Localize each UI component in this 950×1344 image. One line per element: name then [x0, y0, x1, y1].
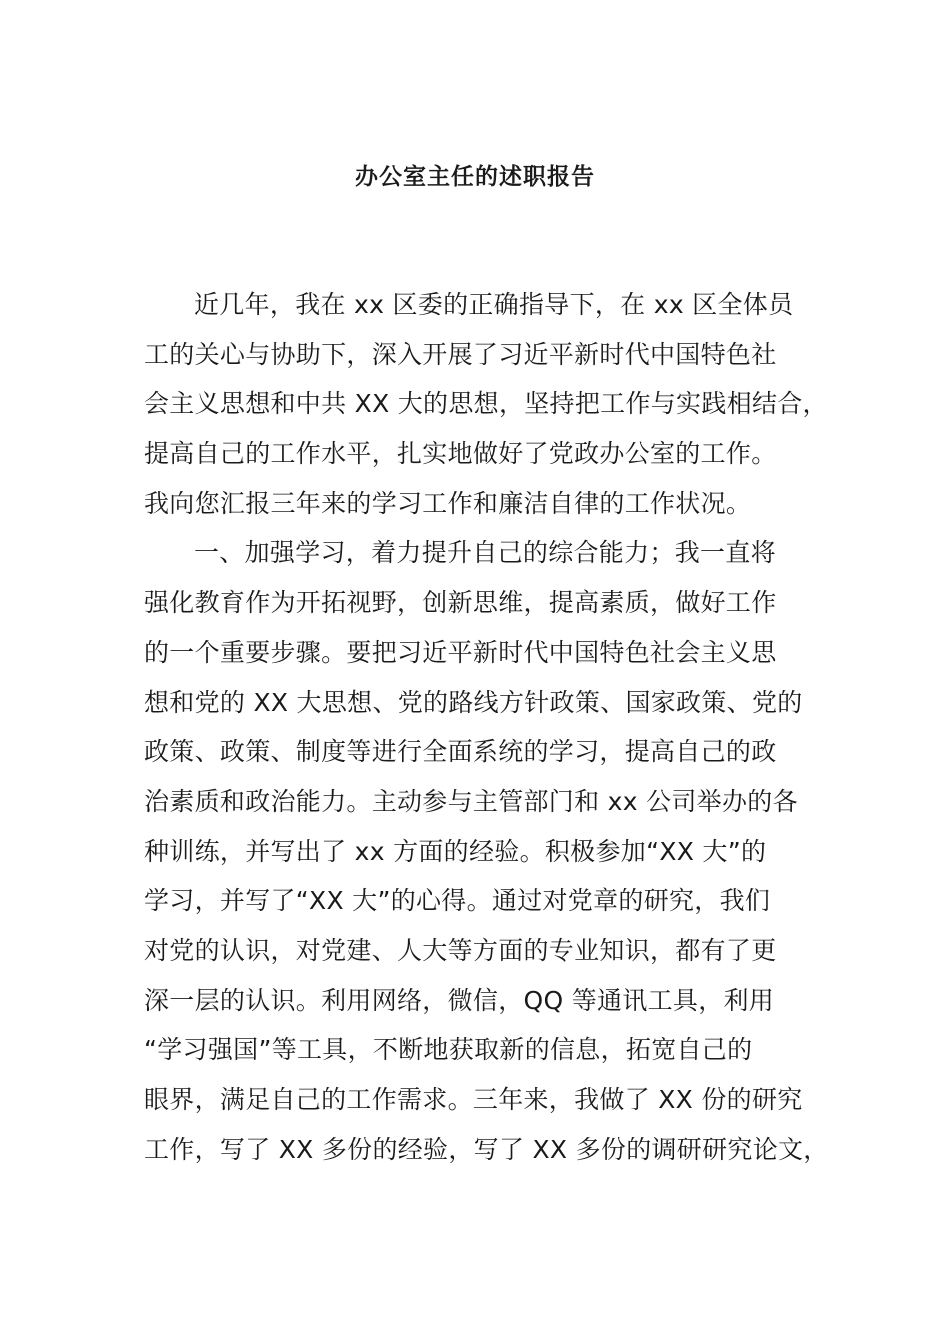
- paragraph-line: 的一个重要步骤。要把习近平新时代中国特色社会主义思: [144, 637, 777, 667]
- paragraph-line: “学习强国”等工具，不断地获取新的信息，拓宽自己的: [144, 1035, 753, 1065]
- paragraph-line: 近几年，我在 xx 区委的正确指导下，在 xx 区全体员: [194, 290, 794, 319]
- paragraph-line: 政策、政策、制度等进行全面系统的学习，提高自己的政: [144, 737, 777, 767]
- paragraph-line: 会主义思想和中共 XX 大的思想，坚持把工作与实践相结合，: [144, 389, 828, 419]
- paragraph-line: 种训练，并写出了 xx 方面的经验。积极参加“XX 大”的: [144, 836, 767, 866]
- paragraph-line: 治素质和政治能力。主动参与主管部门和 xx 公司举办的各: [144, 786, 798, 816]
- paragraph-line: 想和党的 XX 大思想、党的路线方针政策、国家政策、党的: [144, 687, 803, 717]
- paragraph-line: 对党的认识，对党建、人大等方面的专业知识，都有了更: [144, 935, 777, 965]
- document-title: 办公室主任的述职报告: [355, 164, 595, 190]
- paragraph-line: 提高自己的工作水平，扎实地做好了党政办公室的工作。: [144, 439, 777, 469]
- paragraph-line: 工作，写了 XX 多份的经验，写了 XX 多份的调研研究论文，: [144, 1134, 829, 1164]
- paragraph-line: 工的关心与协助下，深入开展了习近平新时代中国特色社: [144, 339, 777, 369]
- paragraph-line: 眼界，满足自己的工作需求。三年来，我做了 XX 份的研究: [144, 1085, 803, 1114]
- paragraph-line: 我向您汇报三年来的学习工作和廉洁自律的工作状况。: [144, 488, 752, 518]
- document-body: [144, 280, 829, 1174]
- paragraph-line: 一、加强学习，着力提升自己的综合能力；我一直将: [194, 538, 776, 568]
- paragraph-line: 强化教育作为开拓视野，创新思维，提高素质，做好工作: [144, 588, 777, 618]
- paragraph-line: 深一层的认识。利用网络，微信，QQ 等通讯工具，利用: [144, 985, 775, 1015]
- paragraph-line: 学习，并写了“XX 大”的心得。通过对党章的研究，我们: [144, 886, 771, 916]
